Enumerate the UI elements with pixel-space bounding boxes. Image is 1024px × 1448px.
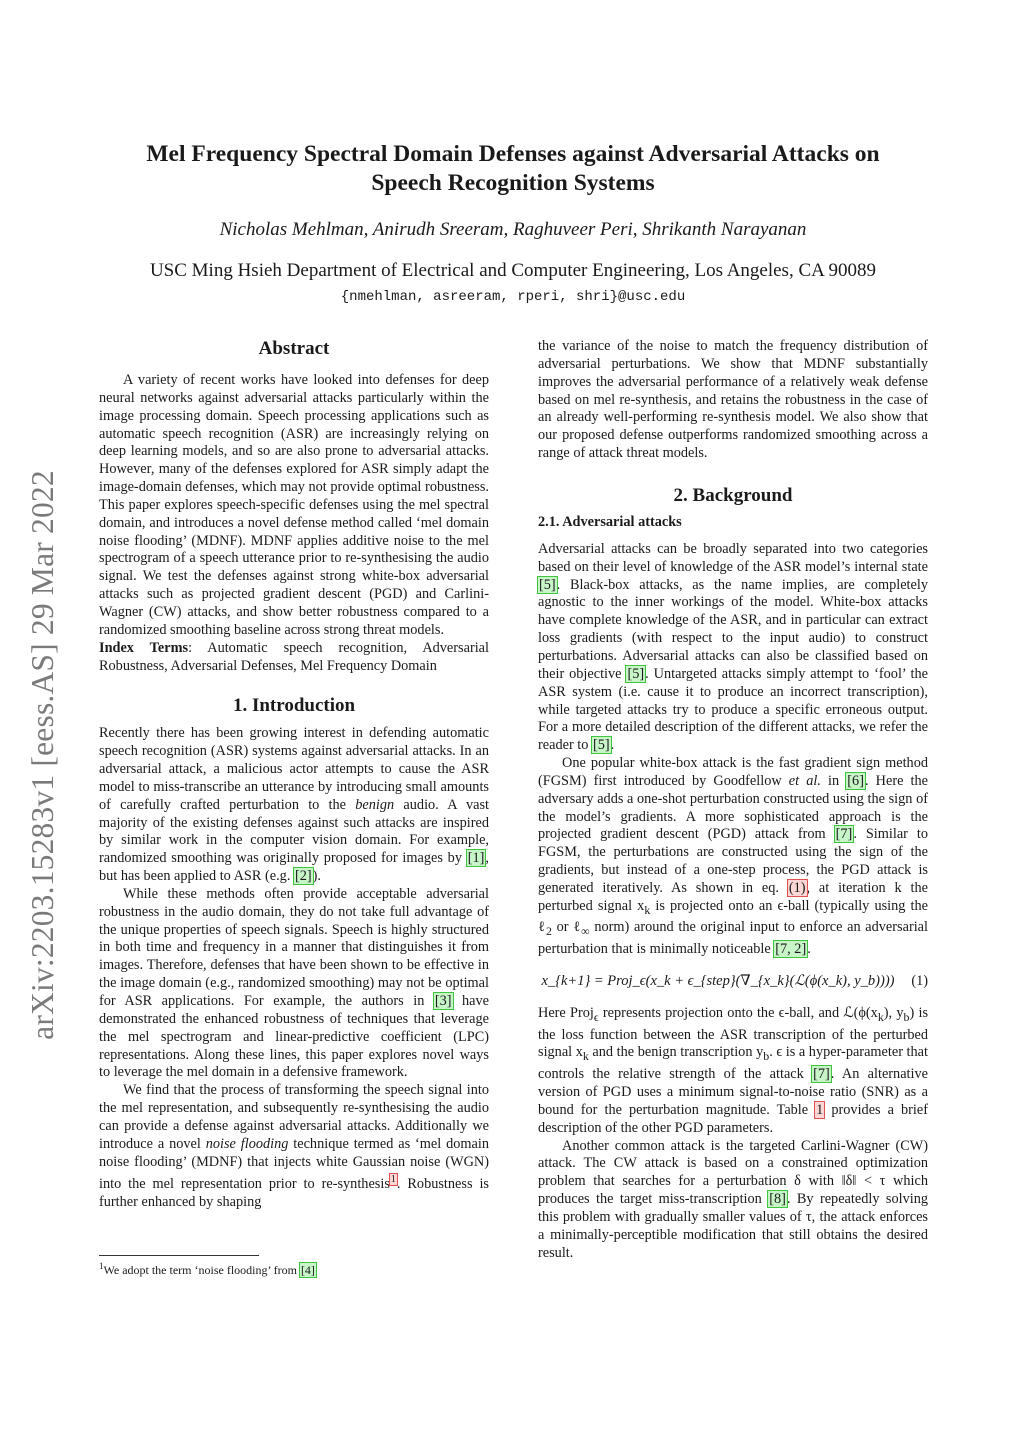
subscript: ∞ (581, 924, 590, 939)
arxiv-stamp (20, 436, 66, 1074)
title-line-2: Speech Recognition Systems (371, 170, 655, 196)
citation-link[interactable]: [5] (627, 665, 645, 682)
text: or ℓ (551, 919, 582, 936)
text: . Robustness is further enhanced by shaping (99, 1176, 489, 1211)
authors: Nicholas Mehlman, Anirudh Sreeram, Raghuveer Peri, Shrikanth Narayanan (219, 219, 807, 240)
text: . Untargeted attacks simply attempt to ‘fool’ the ASR system (i.e. cause it to produce an incorrect transcription), while targeted attacks try to produce a specific erroneous output. For a more detailed description of the different attacks, we refer the reader to (538, 665, 929, 754)
text: in (820, 772, 847, 789)
text: . Here the adversary adds a one-shot perturbation constructed using the sign of the model’s gradients. A more sophisticated approach is the projected gradient descent (PGD) attack from (538, 772, 929, 843)
text: ). (312, 868, 321, 885)
subscript: k (877, 1009, 884, 1024)
email-text: {nmehlman, asreeram, rperi, shri}@usc.edu (340, 289, 686, 305)
affiliation: USC Ming Hsieh Department of Electrical and Computer Engineering, Los Angeles, CA 90089 (149, 260, 877, 281)
subscript: k (644, 902, 651, 917)
citation-link[interactable]: [7] (813, 1066, 830, 1083)
background-paragraph-1 (538, 541, 928, 755)
citation-link[interactable]: [8] (769, 1191, 786, 1208)
email (100, 288, 926, 305)
left-column (99, 338, 489, 1212)
subscript: b (903, 1009, 910, 1024)
subscript: k (582, 1049, 589, 1064)
equation-number: (1) (911, 973, 928, 990)
text: represents projection onto the ϵ-ball, and ℒ(ϕ(x (598, 1004, 878, 1021)
emphasis: benign (355, 796, 395, 813)
right-column (538, 338, 928, 1262)
footnote-mark: 1 (99, 1261, 104, 1271)
text: Recently there has been growing interest in defending automatic speech recognition (ASR) systems against adversarial attacks. In an adversarial attack, a malicious actor attempts to cause the ASR model to miss-transcribe an utterance by introducing small amounts of carefully crafted perturbation to the (99, 725, 489, 813)
text: . (807, 941, 811, 958)
text: audio. A vast majority of the existing defenses against such attacks are inspired by similar work in the computer vision domain. For example, randomized smoothing was originally proposed for images by (99, 796, 490, 867)
citation-link[interactable]: [5] (592, 737, 610, 754)
right-paragraph-0: the variance of the noise to match the frequency distribution of adversarial perturbations. We show that MDNF substantially improves the adversarial performance of a relatively weak defense based on mel re-synthesis, and retains the robustness in the case of an already well-performing re-synthesis model. We also show that our proposed defense outperforms randomized smoothing across a range of attack threat models. (538, 338, 928, 462)
text: Adversarial attacks can be broadly separated into two categories based on their level of knowledge of the ASR model’s internal state (538, 540, 928, 575)
subscript: ϵ (593, 1009, 599, 1024)
footnote-divider (99, 1255, 259, 1256)
text: One popular white-box attack is the fast gradient sign method (FGSM) first introduced by Goodfellow (538, 755, 928, 789)
intro-paragraph-2 (99, 886, 489, 1082)
text: . Black-box attacks, as the name implies, are completely agnostic to the inner workings of the model. White-box attacks have complete knowledge of the ASR, and in particular can extract loss gradients (with respect to the input audio) to construct perturbations. Adversarial attacks can also be classified based on their objective (538, 576, 928, 682)
citation-link[interactable]: [3] (434, 993, 452, 1009)
text: . (610, 737, 615, 754)
background-paragraph-3 (538, 1005, 928, 1138)
text: . An alternative version of PGD uses a minimum signal-to-noise ratio (SNR) as a bound for the perturbation magnitude. Table (538, 1066, 928, 1118)
citation-link[interactable]: [7] (835, 826, 853, 843)
citation-link[interactable]: [6] (847, 772, 864, 789)
emphasis: et al. (788, 772, 821, 789)
emphasis: noise flooding (205, 1135, 289, 1152)
text: . By repeatedly solving this problem with gradually smaller values of τ, the attack enforces a minimally-perceptible modification that still obtains the desired result. (538, 1191, 928, 1261)
text: While these methods often provide acceptable adversarial robustness in the audio domain, they do not take full advantage of the unique properties of speech signals. Speech is highly structured in both time and frequency in a manner that distinguishes it from images. Therefore, defenses that have been shown to be effective in the image domain (e.g., randomized smoothing) may not be optimal for ASR applications. For example, the authors in (99, 885, 489, 1009)
text: ) is the loss function between the ASR transcription of the perturbed signal x (538, 1004, 929, 1061)
text: Here Proj (538, 1004, 594, 1021)
text: Another common attack is the targeted Carlini-Wagner (CW) attack. The CW attack is based on a constrained optimization problem that searches for a perturbation δ with ‖δ‖ < τ which produces the target miss-transcription (538, 1137, 928, 1208)
text: ), y (883, 1004, 904, 1021)
subscript: 2 (545, 924, 552, 939)
title-line-1: Mel Frequency Spectral Domain Defenses against Adversarial Attacks on (146, 141, 880, 167)
citation-link[interactable]: [7, 2] (775, 941, 807, 958)
footnote-link[interactable]: 1 (390, 1174, 396, 1186)
abstract-heading: Abstract (258, 338, 330, 359)
footnote (99, 1259, 489, 1278)
text: provides a brief description of the other PGD parameters. (538, 1101, 928, 1136)
citation-link[interactable]: [4] (300, 1263, 315, 1277)
background-paragraph-2 (538, 755, 928, 959)
abstract-body: A variety of recent works have looked into defenses for deep neural networks against adversarial attacks particularly within the image processing domain. Speech processing applications such as automatic speech recognition (ASR) are increasingly relying on deep learning models, and so are also prone to adversarial attacks. However, many of the defenses explored for ASR simply adapt the image-domain defenses, which may not provide optimal robustness. This paper explores speech-specific defenses using the mel spectral domain, and introduces a novel defense method called ‘mel domain noise flooding’ (MDNF). MDNF applies additive noise to the mel spectrogram of a speech utterance prior to re-synthesising the audio signal. We test the defenses against strong white-box adversarial attacks such as projected gradient descent (PGD) and Carlini-Wagner (CW) attacks, and show better robustness compared to a randomized smoothing baseline across strong threat models. (99, 372, 489, 638)
text: have demonstrated the enhanced robustness of techniques that leverage the mel spectrogram and linear-predictive coefficient (LPC) representations. Along these lines, this paper explores novel ways to leverage the mel domain in a defensive framework. (99, 993, 489, 1081)
equation-1 (538, 973, 928, 991)
table-link[interactable]: 1 (816, 1101, 824, 1118)
text: . Similar to FGSM, the perturbations are constructed using the sign of the gradients, but instead of a one-step process, the PGD attack is generated iteratively. As shown in eq. (538, 826, 928, 896)
text: . ϵ is a hyper-parameter that controls the relative strength of the attack (538, 1044, 928, 1083)
equation-link[interactable]: (1) (788, 879, 806, 896)
citation-link[interactable]: [1] (467, 850, 485, 867)
text: is projected onto an ϵ-ball (typically using the ℓ (538, 897, 929, 936)
index-terms-label: Index Terms (99, 639, 189, 656)
citation-link[interactable]: [5] (539, 576, 556, 593)
intro-paragraph-1 (99, 725, 489, 886)
subsection-heading: 2.1. Adversarial attacks (538, 513, 682, 530)
text: , at iteration k the perturbed signal x (538, 879, 928, 914)
text: We find that the process of transforming the speech signal into the mel representation, and subsequently re-synthesising the audio can provide a defense against adversarial attacks. Additionally we introduce a novel (99, 1082, 489, 1152)
equation-expression: x_{k+1} = Proj_ϵ(x_k + ϵ_{step}(∇_{x_k}(ℒ(ϕ(x_k), y_b)))) (541, 973, 895, 990)
background-paragraph-4 (538, 1138, 928, 1263)
text: and the benign transcription y (588, 1044, 764, 1061)
text: , but has been applied to ASR (e.g. (99, 850, 489, 885)
abstract-section (99, 338, 489, 675)
arxiv-id: arXiv:2203.15283v1 [eess.AS] 29 Mar 2022 (25, 470, 60, 1040)
intro-paragraph-3 (99, 1082, 489, 1212)
index-terms-text: : Automatic speech recognition, Adversarial Robustness, Adversarial Defenses, Mel Frequency Domain (99, 639, 490, 674)
text: norm) around the original input to enforce an adversarial perturbation that is minimally noticeable (538, 919, 929, 958)
index-terms (99, 640, 489, 676)
intro-heading: 1. Introduction (232, 695, 356, 717)
footnote-text: We adopt the term ‘noise flooding’ from (103, 1263, 300, 1277)
text: technique termed as ‘mel domain noise flooding’ (MDNF) that injects white Gaussian noise (WGN) into the mel representation prior to re-synthesis (99, 1135, 489, 1193)
subscript: b (763, 1049, 770, 1064)
paper-title (100, 140, 926, 198)
citation-link[interactable]: [2] (294, 868, 312, 885)
background-heading: 2. Background (673, 484, 793, 506)
